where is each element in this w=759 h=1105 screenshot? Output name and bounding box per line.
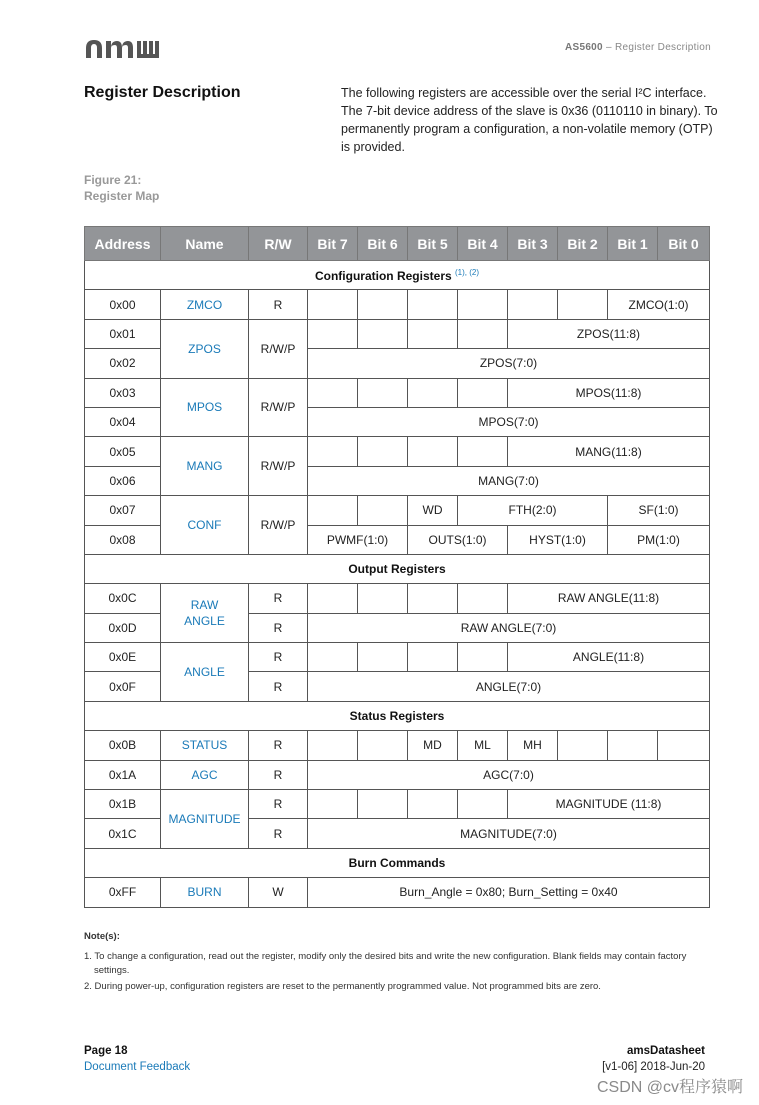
table-row: 0x01 ZPOS R/W/P ZPOS(11:8) — [85, 319, 710, 348]
col-bit6: Bit 6 — [358, 227, 408, 261]
watermark: CSDN @cv程序猿啊 — [596, 1079, 743, 1096]
section-row: Status Registers — [85, 701, 710, 730]
table-row: 0x05 MANG R/W/P MANG(11:8) — [85, 437, 710, 466]
running-header: AS5600 – Register Description — [564, 42, 711, 53]
table-row: 0xFF BURN W Burn_Angle = 0x80; Burn_Setting = 0x40 — [85, 878, 710, 907]
document-feedback-link[interactable]: Document Feedback — [84, 1061, 191, 1073]
col-rw: R/W — [249, 227, 308, 261]
table-row: 0x02 ZPOS(7:0) — [85, 349, 710, 378]
section-row: Burn Commands — [85, 848, 710, 877]
register-link-conf[interactable]: CONF — [161, 496, 249, 555]
table-row: 0x04 MPOS(7:0) — [85, 407, 710, 436]
register-link-burn[interactable]: BURN — [161, 878, 249, 907]
register-link-raw-angle[interactable]: RAW ANGLE — [161, 584, 249, 643]
page-number: Page 18 — [84, 1045, 128, 1057]
section-row: Configuration Registers $^{(1), (2)}$ — [85, 261, 710, 290]
col-bit4: Bit 4 — [458, 227, 508, 261]
table-row: 0x1C R MAGNITUDE(7:0) — [85, 819, 710, 848]
table-row: 0x0F R ANGLE(7:0) — [85, 672, 710, 701]
footer-right — [602, 1043, 705, 1075]
table-row: 0x0D R RAW ANGLE(7:0) — [85, 613, 710, 642]
note-item: 2. During power-up, configuration registers are reset to the permanently programmed value. Not programmed bits are zero. — [84, 981, 601, 992]
ams-logo — [84, 32, 176, 66]
table-row: 0x0B STATUS R MD ML MH — [85, 731, 710, 760]
version-date: [v1-06] 2018-Jun-20 — [602, 1061, 705, 1073]
notes-heading: Note(s): — [84, 931, 120, 942]
table-row: 0x1A AGC R AGC(7:0) — [85, 760, 710, 789]
register-link-mang[interactable]: MANG — [161, 437, 249, 496]
col-bit0: Bit 0 — [658, 227, 710, 261]
col-bit3: Bit 3 — [508, 227, 558, 261]
register-link-zmco[interactable]: ZMCO — [161, 290, 249, 319]
table-row: 0x07 CONF R/W/P WD FTH(2:0) SF(1:0) — [85, 496, 710, 525]
note-item: 1. To change a configuration, read out the register, modify only the desired bits and write the new configuration. Blank fields may contain factory settings. — [84, 951, 687, 976]
col-bit5: Bit 5 — [408, 227, 458, 261]
footnote-ref[interactable]: (1), (2) — [455, 267, 480, 277]
table-row: 0x00 ZMCO R ZMCO(1:0) — [85, 290, 710, 319]
datasheet-brand: amsDatasheet — [627, 1045, 705, 1057]
table-row: 0x0C RAW ANGLE R RAW ANGLE(11:8) — [85, 584, 710, 613]
table-row: 0x06 MANG(7:0) — [85, 466, 710, 495]
col-bit7: Bit 7 — [308, 227, 358, 261]
table-row: 0x1B MAGNITUDE R MAGNITUDE (11:8) — [85, 790, 710, 819]
register-link-magnitude[interactable]: MAGNITUDE — [161, 790, 249, 849]
register-link-angle[interactable]: ANGLE — [161, 643, 249, 702]
table-row: 0x08 PWMF(1:0) OUTS(1:0) HYST(1:0) PM(1:0) — [85, 525, 710, 554]
register-map-table — [84, 226, 710, 908]
register-link-agc[interactable]: AGC — [161, 760, 249, 789]
footer-left — [84, 1043, 190, 1075]
col-bit2: Bit 2 — [558, 227, 608, 261]
register-link-status[interactable]: STATUS — [161, 731, 249, 760]
intro-paragraph: The following registers are accessible over the serial I²C interface. The 7-bit device address of the slave is 0x36 (0110110 in binary). To permanently program a configuration, a non-volatile memory (OTP) is provided. — [341, 86, 718, 154]
table-header-row — [85, 227, 710, 261]
col-bit1: Bit 1 — [608, 227, 658, 261]
table-row: 0x03 MPOS R/W/P MPOS(11:8) — [85, 378, 710, 407]
col-address: Address — [85, 227, 161, 261]
section-title: Register Description — [84, 84, 241, 101]
notes — [84, 930, 714, 994]
table-row: 0x0E ANGLE R ANGLE(11:8) — [85, 643, 710, 672]
section-row: Output Registers — [85, 554, 710, 583]
col-name: Name — [161, 227, 249, 261]
register-link-mpos[interactable]: MPOS — [161, 378, 249, 437]
figure-caption: Figure 21: Register Map — [84, 173, 160, 203]
register-link-zpos[interactable]: ZPOS — [161, 319, 249, 378]
